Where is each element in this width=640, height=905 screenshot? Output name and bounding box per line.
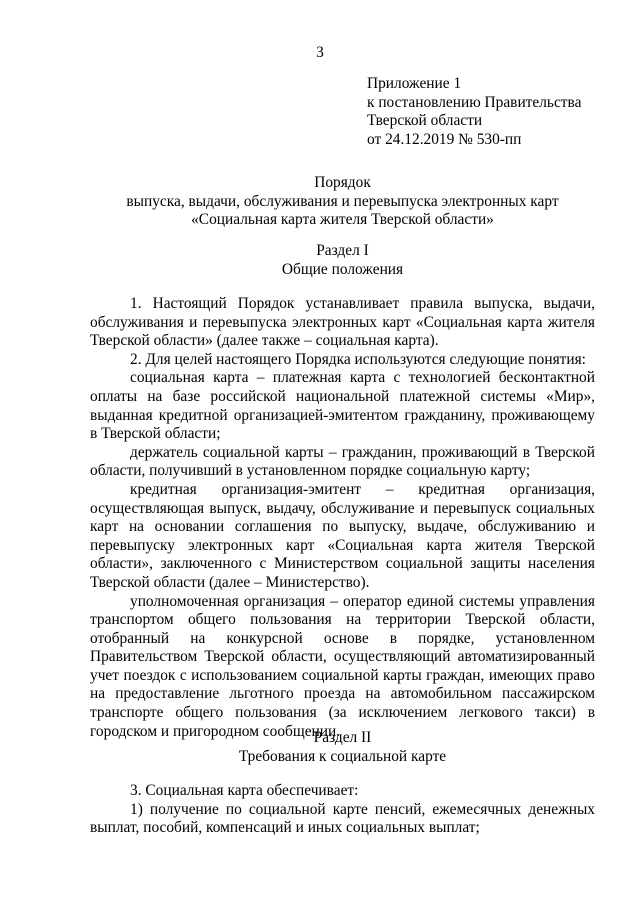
section-1-header: [90, 242, 595, 279]
appendix-line-2: к постановлению Правительства: [367, 93, 582, 111]
section-2-header: [90, 729, 595, 766]
paragraph-3: 3. Социальная карта обеспечивает:: [130, 782, 359, 799]
section-1-body: [90, 295, 595, 741]
document-title: [90, 174, 595, 230]
paragraph-3-item-1: 1) получение по социальной карте пенсий, ежемесячных денежных выплат, пособий, компенсаций и иных социальных выплат;: [90, 800, 595, 837]
paragraph-definition-holder: держатель социальной карты – гражданин, проживающий в Тверской области, получивший в установленном порядке социальную карту;: [90, 443, 595, 480]
page-number: 3: [316, 44, 324, 61]
title-line-3: «Социальная карта жителя Тверской области»: [191, 211, 494, 229]
title-line-1: Порядок: [314, 174, 371, 191]
section-2-body: [90, 782, 595, 838]
appendix-block: [367, 75, 627, 149]
appendix-line-3: Тверской области: [367, 112, 483, 130]
paragraph-definition-social-card: социальная карта – платежная карта с технологией бесконтактной оплаты на базе российской национальной платежной системы «Мир», выданная кредитной организацией-эмитентом гражданину, проживающему в Тверской области;: [90, 369, 595, 443]
appendix-line-1: Приложение 1: [367, 75, 462, 92]
paragraph-2: 2. Для целей настоящего Порядка используются следующие понятия:: [130, 350, 586, 368]
section-2-heading: Раздел II: [313, 729, 372, 746]
paragraph-1: 1. Настоящий Порядок устанавливает правила выпуска, выдачи, обслуживания и перевыпуска электронных карт «Социальная карта жителя Тверской области» (далее также – социальная карта).: [90, 295, 595, 350]
appendix-line-4: от 24.12.2019 № 530-пп: [367, 130, 522, 148]
paragraph-definition-authorized-org: уполномоченная организация – оператор единой системы управления транспортом общего пользования на территории Тверской области, отобранный на конкурсной основе в порядке, установленном Правительством Тверской области, осуществляющий автоматизированный учет поездок с использованием социальной карты граждан, имеющих право на предоставление льготного проезда на автомобильном пассажирском транспорте общего пользования (за исключением легкового такси) в городском и пригородном сообщении.: [90, 592, 595, 740]
section-1-heading: Раздел I: [316, 242, 369, 259]
title-line-2: выпуска, выдачи, обслуживания и перевыпуска электронных карт: [126, 192, 559, 210]
paragraph-definition-issuer: кредитная организация-эмитент – кредитная организация, осуществляющая выпуск, выдачу, обслуживание и перевыпуск социальных карт на основании соглашения по выпуску, выдаче, обслуживанию и перевыпуску электронных карт «Социальная карта жителя Тверской области», заключенного с Министерством социальной защиты населения Тверской области (далее – Министерство).: [90, 480, 595, 591]
section-1-subheading: Общие положения: [281, 260, 404, 278]
section-2-subheading: Требования к социальной карте: [238, 747, 447, 765]
